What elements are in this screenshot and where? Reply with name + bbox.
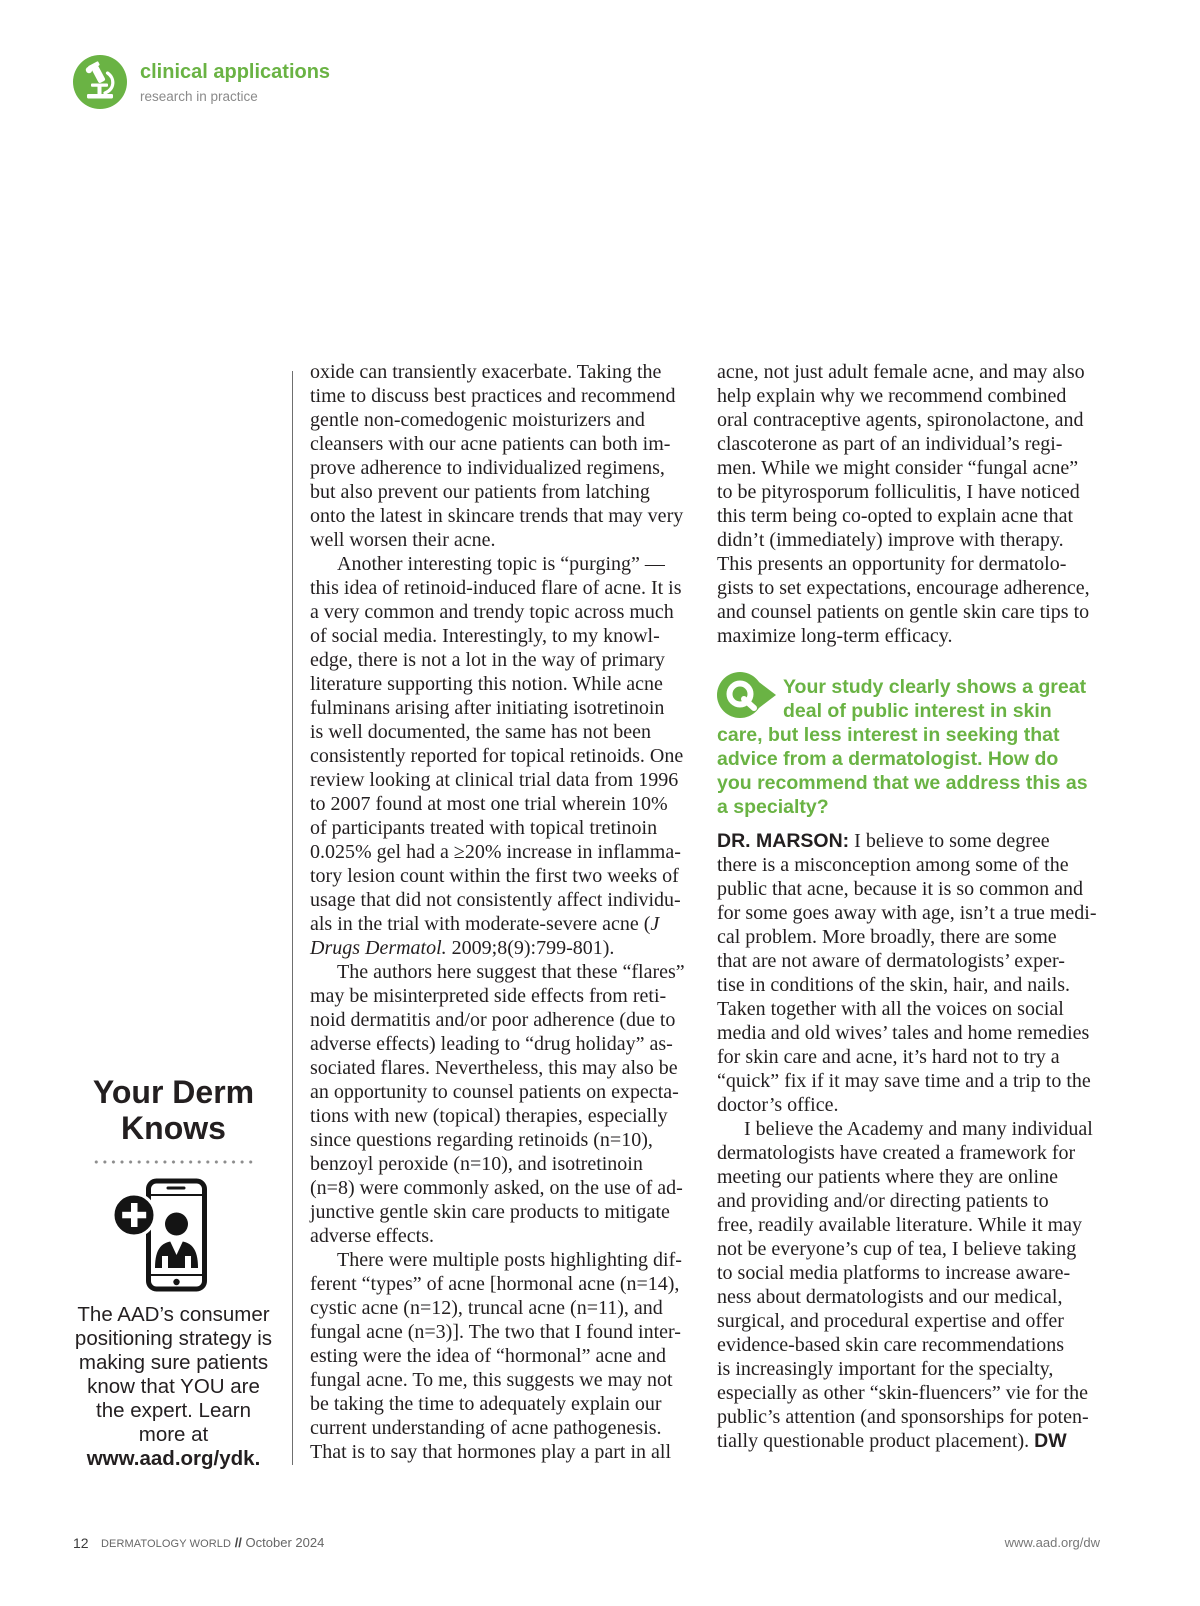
- text-line: to be pityrosporum folliculitis, I have noticed: [717, 481, 1080, 503]
- paragraph: [717, 829, 1100, 1117]
- promo-text: [60, 1303, 287, 1471]
- text-line: adverse effects.: [310, 1225, 435, 1247]
- text-line: consistently reported for topical retinoids. One: [310, 745, 684, 767]
- question-q-icon: [717, 672, 776, 718]
- text-line: of social media. Interestingly, to my knowl-: [310, 625, 660, 647]
- text-line: gentle non-comedogenic moisturizers and: [310, 409, 645, 431]
- phone-doctor-icon: [110, 1178, 210, 1294]
- text-line: ferent “types” of acne [hormonal acne (n=14),: [310, 1273, 680, 1295]
- speaker-label: DR. MARSON:: [717, 830, 850, 852]
- italic-run: J: [650, 913, 660, 935]
- text-line: a very common and trendy topic across much: [310, 601, 674, 623]
- text-line: this term being co-opted to explain acne that: [717, 505, 1073, 527]
- text-line: this idea of retinoid-induced flare of acne. It is: [310, 577, 682, 599]
- microscope-badge: [73, 55, 127, 109]
- text-line: There were multiple posts highlighting dif-: [337, 1249, 682, 1271]
- question-line: Your study clearly shows a great: [783, 676, 1087, 698]
- text-line: “quick” fix if it may save time and a trip to the: [717, 1070, 1091, 1092]
- text-line: may be misinterpreted side effects from reti-: [310, 985, 667, 1007]
- text-line: tions with new (topical) therapies, especially: [310, 1105, 668, 1127]
- question-line: care, but less interest in seeking that: [717, 724, 1060, 746]
- separator: //: [234, 1535, 242, 1550]
- text-line: that are not aware of dermatologists’ exper-: [717, 950, 1065, 972]
- text-line: is well documented, the same has not been: [310, 721, 652, 743]
- text-line: review looking at clinical trial data from 1996: [310, 769, 679, 791]
- text-line: clascoterone as part of an individual’s regi-: [717, 433, 1063, 455]
- text-line: media and old wives’ tales and home remedies: [717, 1022, 1090, 1044]
- text-line: and counsel patients on gentle skin care tips to: [717, 601, 1090, 623]
- promo-text-line: more at: [138, 1423, 209, 1446]
- text-run: als in the trial with moderate-severe acne (: [310, 913, 651, 935]
- text-line: of participants treated with topical tretinoin: [310, 817, 658, 839]
- question-line: advice from a dermatologist. How do: [717, 748, 1059, 770]
- paragraph: [717, 360, 1100, 648]
- section-title: clinical applications: [140, 61, 331, 83]
- promo-title-line: Knows: [121, 1110, 226, 1146]
- text-line: meeting our patients where they are online: [717, 1166, 1058, 1188]
- text-line: didn’t (immediately) improve with therapy.: [717, 529, 1064, 551]
- question-line: a specialty?: [717, 796, 829, 818]
- text-line: is increasingly important for the specialty,: [717, 1358, 1054, 1380]
- text-line: especially as other “skin-fluencers” vie for the: [717, 1382, 1088, 1404]
- microscope-icon: [73, 55, 127, 109]
- text-line: cal problem. More broadly, there are some: [717, 926, 1057, 948]
- text-line: esting were the idea of “hormonal” acne and: [310, 1345, 666, 1367]
- text-line: [310, 936, 693, 960]
- text-line: oral contraceptive agents, spironolactone, and: [717, 409, 1084, 431]
- text-line: tory lesion count within the first two weeks of: [310, 865, 679, 887]
- text-line: 0.025% gel had a ≥20% increase in inflamma-: [310, 841, 681, 863]
- column2-intro: [717, 360, 1100, 648]
- text-line: I believe the Academy and many individual: [744, 1118, 1093, 1140]
- text-line: public’s attention (and sponsorships for poten-: [717, 1406, 1089, 1428]
- phone-illustration: [110, 1178, 210, 1294]
- dotted-divider: [92, 1160, 255, 1164]
- publication-line: [101, 1535, 324, 1552]
- q-bubble: [717, 672, 776, 718]
- text-line: time to discuss best practices and recommend: [310, 385, 676, 407]
- text-line: but also prevent our patients from latching: [310, 481, 650, 503]
- text-line: not be everyone’s cup of tea, I believe taking: [717, 1238, 1077, 1260]
- text-line: an opportunity to counsel patients on expecta-: [310, 1081, 679, 1103]
- question-line: you recommend that we address this as: [717, 772, 1088, 794]
- page-number: 12: [73, 1535, 89, 1551]
- end-mark: DW: [1034, 1430, 1067, 1452]
- promo-title-line: Your Derm: [92, 1074, 255, 1110]
- text-line: well worsen their acne.: [310, 529, 496, 551]
- article-column-1: [310, 360, 693, 1464]
- text-line: since questions regarding retinoids (n=10),: [310, 1129, 653, 1151]
- promo-text-line: The AAD’s consumer: [77, 1303, 270, 1326]
- text-line: [310, 912, 693, 936]
- text-line: be taking the time to adequately explain our: [310, 1393, 662, 1415]
- text-line: prove adherence to individualized regimens,: [310, 457, 665, 479]
- text-line: current understanding of acne pathogenesis.: [310, 1417, 662, 1439]
- publication-name: DERMATOLOGY WORLD: [101, 1538, 232, 1550]
- promo-text-line: making sure patients: [78, 1351, 269, 1374]
- text-run: 2009;8(9):799-801).: [446, 937, 615, 959]
- text-line: there is a misconception among some of the: [717, 854, 1069, 876]
- issue-date: October 2024: [245, 1535, 325, 1550]
- paragraph: [310, 552, 693, 960]
- text-line: That is to say that hormones play a part in all: [310, 1441, 672, 1463]
- text-line: dermatologists have created a framework for: [717, 1142, 1076, 1164]
- text-line: [717, 1429, 1100, 1453]
- text-line: help explain why we recommend combined: [717, 385, 1067, 407]
- text-line: cleansers with our acne patients can both im-: [310, 433, 671, 455]
- text-line: to social media platforms to increase aware-: [717, 1262, 1071, 1284]
- text-run: tially questionable product placement).: [717, 1430, 1035, 1452]
- question-line: deal of public interest in skin: [783, 700, 1052, 722]
- text-line: gists to set expectations, encourage adherence,: [717, 577, 1090, 599]
- interview-question: [717, 675, 1100, 819]
- italic-run: Drugs Dermatol.: [310, 937, 447, 959]
- article-column-2: [717, 360, 1100, 1453]
- paragraph: [310, 960, 693, 1248]
- column-rule: [292, 371, 293, 1465]
- text-line: This presents an opportunity for dermatolo-: [717, 553, 1067, 575]
- interview-answer: [717, 829, 1100, 1453]
- paragraph: [717, 1117, 1100, 1453]
- text-line: to 2007 found at most one trial wherein 10%: [310, 793, 668, 815]
- text-line: usage that did not consistently affect individu-: [310, 889, 681, 911]
- text-line: Taken together with all the voices on social: [717, 998, 1064, 1020]
- text-line: oxide can transiently exacerbate. Taking the: [310, 361, 662, 383]
- text-line: adverse effects) leading to “drug holiday” as-: [310, 1033, 673, 1055]
- text-line: cystic acne (n=12), truncal acne (n=11), and: [310, 1297, 663, 1319]
- text-line: literature supporting this notion. While acne: [310, 673, 663, 695]
- text-line: fulminans arising after initiating isotretinoin: [310, 697, 665, 719]
- text-line: noid dermatitis and/or poor adherence (due to: [310, 1009, 676, 1031]
- text-line: tise in conditions of the skin, hair, and nails.: [717, 974, 1071, 996]
- text-line: [717, 829, 1100, 853]
- promo-text-line: positioning strategy is: [74, 1327, 273, 1350]
- text-line: for skin care and acne, it’s hard not to try a: [717, 1046, 1060, 1068]
- section-subtitle: research in practice: [140, 89, 258, 104]
- text-line: public that acne, because it is so common and: [717, 878, 1084, 900]
- promo-link[interactable]: www.aad.org/ydk.: [86, 1447, 261, 1470]
- text-line: acne, not just adult female acne, and may also: [717, 361, 1085, 383]
- text-line: maximize long-term efficacy.: [717, 625, 953, 647]
- text-line: men. While we might consider “fungal acne”: [717, 457, 1079, 479]
- paragraph: [310, 360, 693, 552]
- footer-url[interactable]: www.aad.org/dw: [1004, 1535, 1100, 1550]
- text-line: fungal acne. To me, this suggests we may not: [310, 1369, 673, 1391]
- promo-text-line: the expert. Learn: [96, 1399, 251, 1422]
- paragraph: [310, 1248, 693, 1464]
- text-line: (n=8) were commonly asked, on the use of ad-: [310, 1177, 683, 1199]
- text-line: fungal acne (n=3)]. The two that I found inter-: [310, 1321, 681, 1343]
- text-line: and providing and/or directing patients to: [717, 1190, 1049, 1212]
- text-line: for some goes away with age, isn’t a true medi-: [717, 902, 1097, 924]
- promo-text-line: know that YOU are: [87, 1375, 260, 1398]
- promo-title: [60, 1074, 287, 1146]
- text-line: Another interesting topic is “purging” —: [337, 553, 665, 575]
- text-line: free, readily available literature. While it may: [717, 1214, 1083, 1236]
- text-line: sociated flares. Nevertheless, this may also be: [310, 1057, 678, 1079]
- text-line: surgical, and procedural expertise and offer: [717, 1310, 1064, 1332]
- plus-badge: [113, 1194, 155, 1236]
- text-line: doctor’s office.: [717, 1094, 839, 1116]
- text-line: edge, there is not a lot in the way of primary: [310, 649, 665, 671]
- text-line: evidence-based skin care recommendations: [717, 1334, 1065, 1356]
- text-line: benzoyl peroxide (n=10), and isotretinoin: [310, 1153, 643, 1175]
- text-run: I believe to some degree: [849, 830, 1050, 852]
- text-line: junctive gentle skin care products to mitigate: [310, 1201, 670, 1223]
- text-line: onto the latest in skincare trends that may very: [310, 505, 684, 527]
- text-line: The authors here suggest that these “flares”: [337, 961, 685, 983]
- text-line: ness about dermatologists and our medical,: [717, 1286, 1063, 1308]
